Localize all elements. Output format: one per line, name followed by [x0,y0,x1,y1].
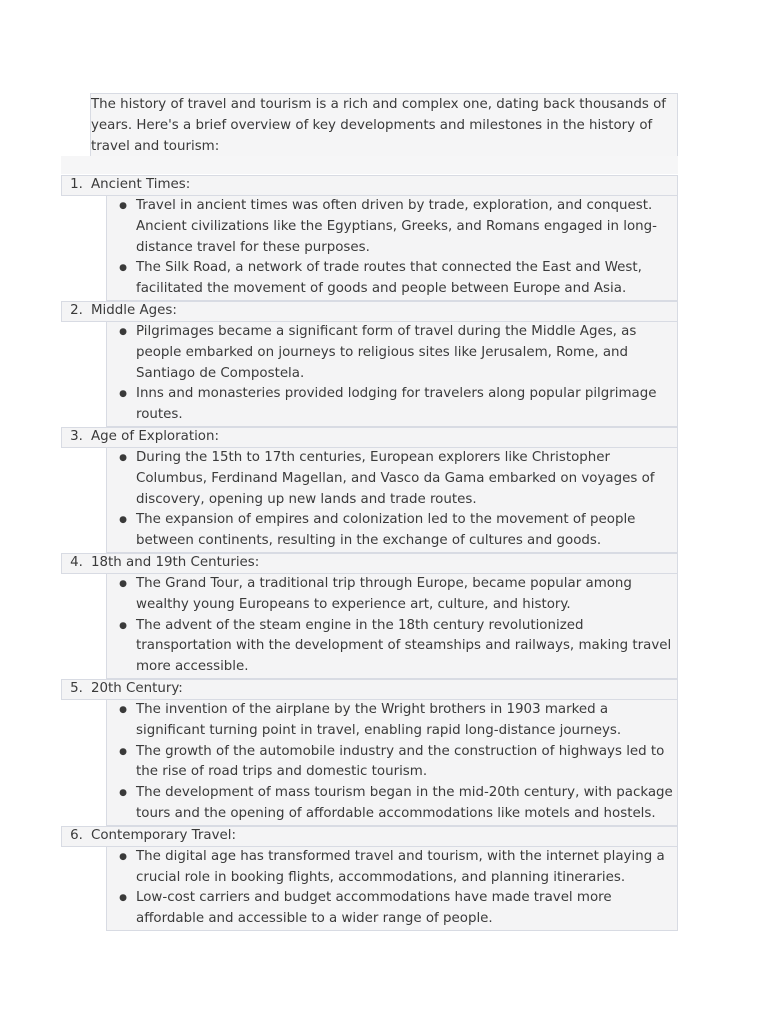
bullet-text: The expansion of empires and colonization led to the movement of people between continents, resulting in the exchange of cultures and goods. [136,512,636,549]
list-item [107,783,677,825]
bullet-text: Low-cost carriers and budget accommodations have made travel more affordable and accessible to a wider range of people. [136,890,612,927]
bullet-list [106,448,678,553]
spacer-band [61,156,678,174]
list-item [107,322,677,384]
bullet-icon: ● [119,515,127,526]
bullet-text: The growth of the automobile industry and the construction of highways led to the rise of road trips and domestic tourism. [136,743,665,780]
bullet-text: Pilgrimages became a significant form of travel during the Middle Ages, as people embarked on journeys to religious sites like Jerusalem, Rome, and Santiago de Compostela. [136,323,637,381]
bullet-text: The invention of the airplane by the Wright brothers in 1903 marked a significant turning point in travel, enabling rapid long-distance journeys. [136,701,622,738]
list-item [107,448,677,510]
bullet-list [106,196,678,301]
list-item [107,616,677,678]
list-item-heading [61,175,678,196]
bullet-icon: ● [119,452,127,463]
list-item [107,888,677,930]
bullet-text: Travel in ancient times was often driven by trade, exploration, and conquest. Ancient civilizations like the Egyptians, Greeks, and Romans engaged in long-distance travel for these purposes. [136,198,657,255]
bullet-icon: ● [119,851,127,862]
list-number: 2. [70,303,83,319]
intro-paragraph: The history of travel and tourism is a rich and complex one, dating back thousands of years. Here's a brief overview of key developments and milestones in the history of travel and tourism: [90,93,678,160]
list-item [107,700,677,742]
bullet-icon: ● [119,893,127,904]
list-item-heading [61,679,678,700]
bullet-text: The advent of the steam engine in the 18th century revolutionized transportation with the development of steamships and railways, making travel more accessible. [136,617,672,675]
bullet-icon: ● [119,620,127,631]
list-item [107,258,677,300]
section-title: Middle Ages: [91,303,177,319]
section-title: Contemporary Travel: [91,827,236,843]
list-item [107,510,677,552]
list-number: 3. [70,429,83,445]
list-item-heading [61,553,678,574]
bullet-list [106,700,678,826]
list-number: 6. [70,827,83,843]
bullet-icon: ● [119,704,127,715]
bullet-icon: ● [119,578,127,589]
list-item [107,847,677,889]
list-item [107,742,677,784]
bullet-list [106,322,678,427]
list-item [107,384,677,426]
numbered-list [61,175,678,931]
bullet-icon: ● [119,788,127,799]
list-item-heading [61,301,678,322]
list-number: 1. [70,177,83,193]
bullet-icon: ● [119,263,127,274]
list-item-heading [61,427,678,448]
list-number: 4. [70,555,83,571]
bullet-icon: ● [119,746,127,757]
list-item [107,196,677,258]
list-number: 5. [70,681,83,697]
section-title: 20th Century: [91,681,183,697]
bullet-text: The Grand Tour, a traditional trip through Europe, became popular among wealthy young Europeans to experience art, culture, and history. [136,575,632,612]
bullet-icon: ● [119,201,127,211]
section-title: 18th and 19th Centuries: [91,555,260,571]
section-title: Age of Exploration: [91,429,219,445]
section-title: Ancient Times: [91,177,191,193]
bullet-text: The digital age has transformed travel and tourism, with the internet playing a crucial role in booking flights, accommodations, and planning itineraries. [136,848,665,885]
bullet-text: The development of mass tourism began in the mid-20th century, with package tours and the opening of affordable accommodations like motels and hostels. [136,785,673,821]
bullet-icon: ● [119,389,127,400]
list-item-heading [61,826,678,847]
bullet-text: Inns and monasteries provided lodging for travelers along popular pilgrimage routes. [136,386,657,423]
bullet-text: The Silk Road, a network of trade routes that connected the East and West, facilitated the movement of goods and people between Europe and Asia. [136,260,642,297]
bullet-text: During the 15th to 17th centuries, European explorers like Christopher Columbus, Ferdinand Magellan, and Vasco da Gama embarked on voyages of discovery, opening up new lands and trade routes. [136,449,655,507]
bullet-icon: ● [119,326,127,337]
bullet-list [106,847,678,931]
list-item [107,574,677,616]
bullet-list [106,574,678,679]
